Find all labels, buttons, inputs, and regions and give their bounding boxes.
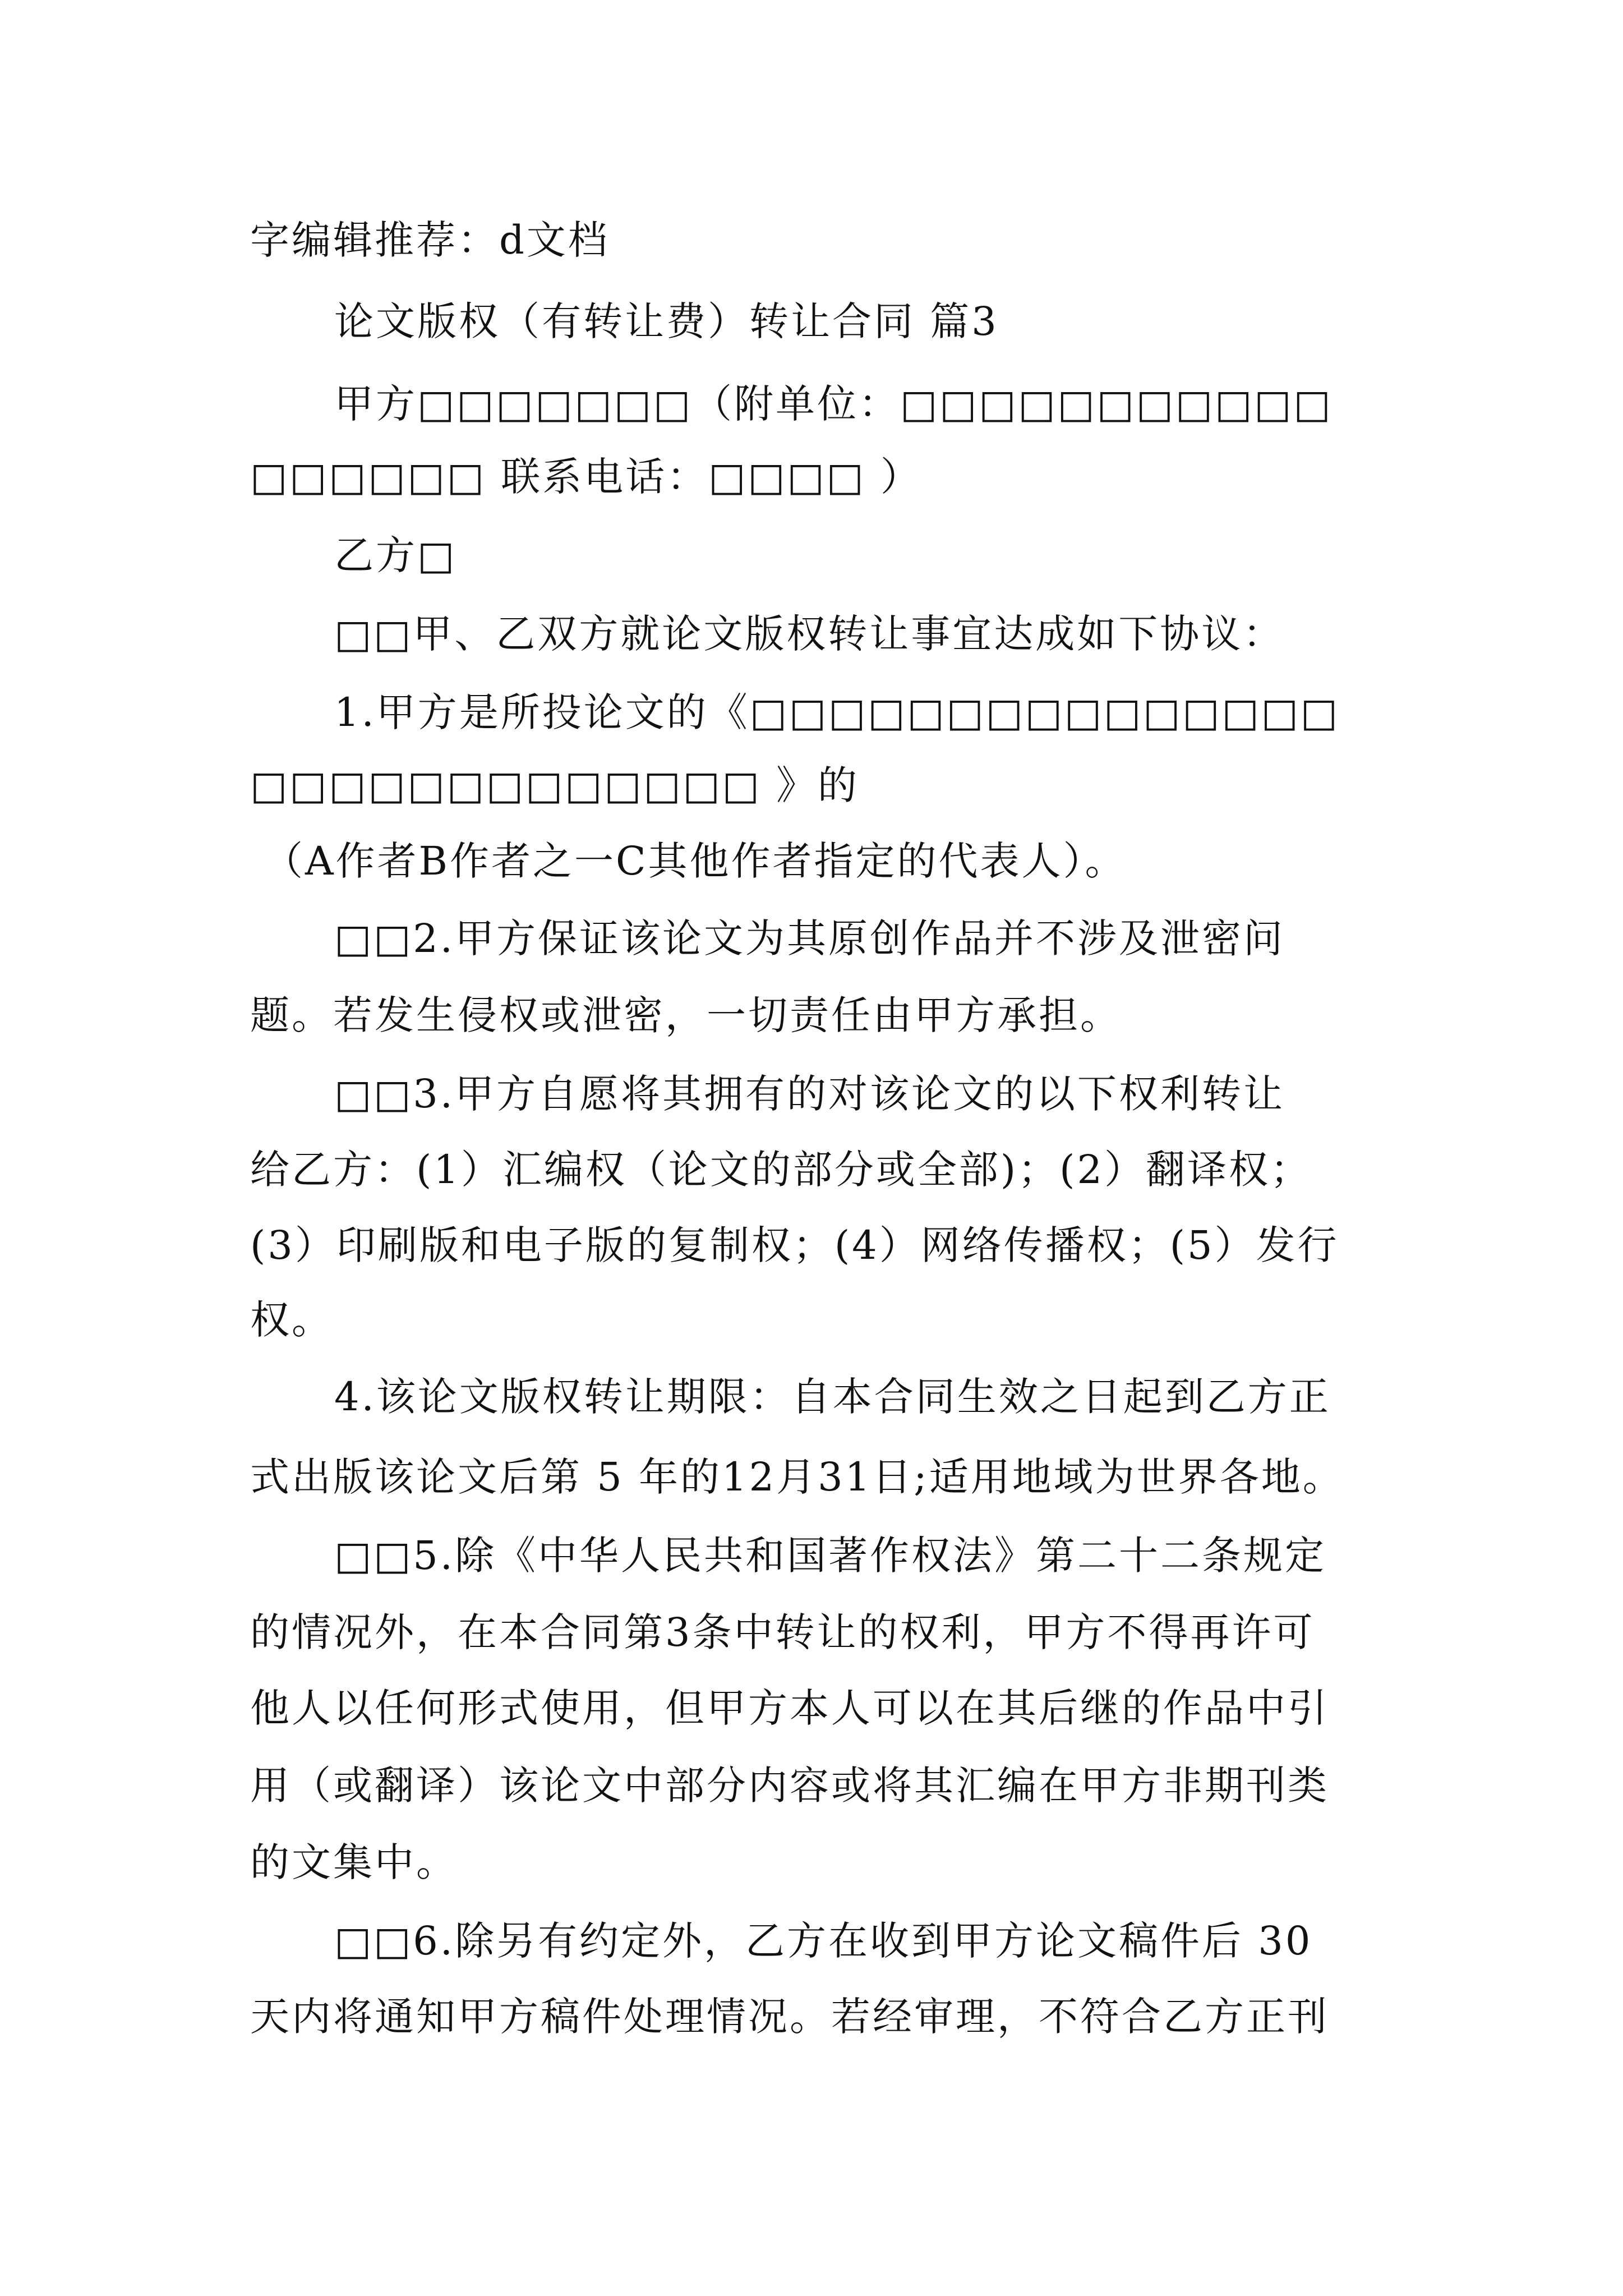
clause-3-line-2: 给乙方：(1）汇编权（论文的部分或全部)；(2）翻译权； bbox=[250, 1147, 1312, 1193]
clause-3-line-1: □□3.甲方自愿将其拥有的对该论文的以下权利转让 bbox=[334, 1071, 1285, 1117]
clause-2-line-2: 题。若发生侵权或泄密，一切责任由甲方承担。 bbox=[250, 992, 1122, 1038]
contract-title: 论文版权（有转让费）转让合同 篇3 bbox=[334, 298, 999, 344]
clause-1-options: （A作者B作者之一C其他作者指定的代表人）。 bbox=[264, 838, 1127, 884]
party-a-contact-line: □□□□□□ 联系电话：□□□□ ） bbox=[250, 454, 922, 500]
party-a-line: 甲方□□□□□□□（附单位：□□□□□□□□□□□ bbox=[334, 381, 1333, 427]
clause-5-line-4: 用（或翻译）该论文中部分内容或将其汇编在甲方非期刊类 bbox=[250, 1763, 1329, 1809]
clause-1-line-1: 1.甲方是所投论文的《□□□□□□□□□□□□□□□ bbox=[334, 689, 1340, 735]
clause-6-line-2: 天内将通知甲方稿件处理情况。若经审理，不符合乙方正刊 bbox=[250, 1994, 1329, 2040]
clause-2-line-1: □□2.甲方保证该论文为其原创作品并不涉及泄密问 bbox=[334, 915, 1285, 961]
clause-6-line-1: □□6.除另有约定外，乙方在收到甲方论文稿件后 30 bbox=[334, 1918, 1313, 1964]
clause-3-line-4: 权。 bbox=[250, 1297, 333, 1343]
clause-1-line-2: □□□□□□□□□□□□□ 》的 bbox=[250, 762, 860, 808]
clause-5-line-3: 他人以任何形式使用，但甲方本人可以在其后继的作品中引 bbox=[250, 1685, 1329, 1731]
clause-4-line-2: 式出版该论文后第 5 年的12月31日;适用地域为世界各地。 bbox=[250, 1454, 1344, 1500]
party-b-line: 乙方□ bbox=[334, 532, 457, 578]
clause-4-line-1: 4.该论文版权转让期限：自本合同生效之日起到乙方正 bbox=[334, 1374, 1331, 1420]
clause-3-line-3: (3）印刷版和电子版的复制权；(4）网络传播权；(5）发行 bbox=[250, 1222, 1339, 1268]
header-line: 字编辑推荐：d文档 bbox=[250, 217, 610, 263]
clause-5-line-2: 的情况外，在本合同第3条中转让的权利，甲方不得再许可 bbox=[250, 1609, 1315, 1655]
clause-5-line-1: □□5.除《中华人民共和国著作权法》第二十二条规定 bbox=[334, 1533, 1327, 1579]
agreement-intro: □□甲、乙双方就论文版权转让事宜达成如下协议： bbox=[334, 611, 1285, 657]
clause-5-line-5: 的文集中。 bbox=[250, 1839, 458, 1885]
